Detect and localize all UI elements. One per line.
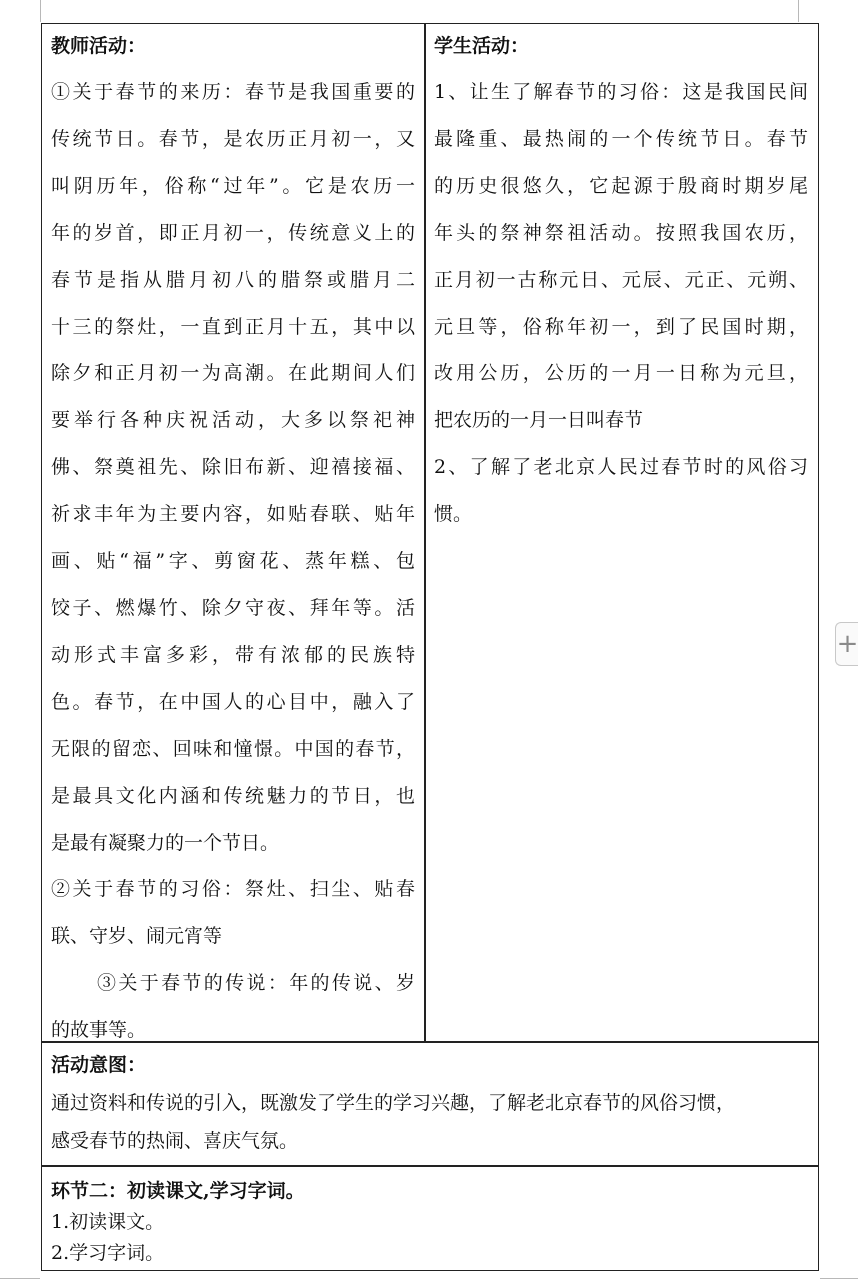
intent-line: 通过资料和传说的引入，既激发了学生的学习兴趣，了解老北京春节的风俗习惯， [51, 1092, 736, 1114]
step2-heading: 环节二：初读课文,学习字词。 [51, 1180, 305, 1202]
teacher-line: ③关于春节的传说：年的传说、岁 [97, 972, 415, 995]
plus-icon: + [836, 629, 858, 659]
student-activity-heading: 学生活动： [434, 35, 530, 57]
student-line: 最隆重、最热闹的一个传统节日。春节 [434, 127, 808, 150]
student-line: 把农历的一月一日叫春节 [434, 409, 644, 432]
teacher-line: 是最有凝聚力的一个节日。 [51, 831, 280, 854]
crop-mark-top-right [798, 0, 799, 22]
teacher-line: 联、守岁、闹元宵等 [51, 925, 223, 948]
teacher-line: 十三的祭灶，一直到正月十五，其中以 [51, 315, 415, 338]
intent-line: 感受春节的热闹、喜庆气氛。 [51, 1130, 299, 1152]
teacher-line: 画、贴“福”字、剪窗花、蒸年糕、包 [51, 550, 415, 573]
crop-mark-bottom-right [820, 1278, 858, 1279]
teacher-line: 色。春节，在中国人的心目中，融入了 [51, 690, 415, 713]
teacher-line: 是最具文化内涵和传统魅力的节日，也 [51, 784, 415, 807]
student-line: 年头的祭神祭祖活动。按照我国农历， [434, 221, 808, 244]
teacher-line: ①关于春节的来历：春节是我国重要的 [51, 81, 415, 103]
teacher-line: 传统节日。春节，是农历正月初一，又 [51, 127, 415, 150]
teacher-activity-cell [51, 23, 415, 1054]
teacher-activity-heading: 教师活动： [51, 35, 147, 57]
teacher-line: ②关于春节的习俗：祭灶、扫尘、贴春 [51, 878, 415, 901]
column-divider [424, 23, 426, 1043]
teacher-line: 春节是指从腊月初八的腊祭或腊月二 [51, 268, 415, 291]
crop-mark-top-left [40, 0, 41, 22]
student-activity-cell [434, 23, 808, 538]
student-line: 惯。 [434, 503, 473, 526]
student-line: 改用公历，公历的一月一日称为元旦， [434, 362, 808, 385]
student-line: 1、让生了解春节的习俗：这是我国民间 [434, 81, 808, 103]
step2-line: 1.初读课文。 [51, 1211, 165, 1233]
student-line: 正月初一古称元日、元辰、元正、元朔、 [434, 268, 808, 291]
crop-mark-bottom-left [0, 1278, 40, 1279]
teacher-line: 除夕和正月初一为高潮。在此期间人们 [51, 362, 415, 385]
teacher-line: 的故事等。 [51, 1019, 147, 1042]
teacher-line: 年的岁首，即正月初一，传统意义上的 [51, 221, 415, 244]
step2-line: 2.学习字词。 [51, 1242, 165, 1264]
teacher-line: 无限的留恋、回味和憧憬。中国的春节， [51, 737, 415, 760]
teacher-line: 叫阴历年，俗称“过年”。它是农历一 [51, 174, 415, 197]
teacher-line: 祈求丰年为主要内容，如贴春联、贴年 [51, 503, 415, 526]
student-line: 2、了解了老北京人民过春节时的风俗习 [434, 456, 808, 479]
expand-panel-tab[interactable] [835, 622, 858, 666]
student-line: 的历史很悠久，它起源于殷商时期岁尾 [434, 174, 808, 197]
step2-cell [51, 1176, 811, 1269]
teacher-line: 要举行各种庆祝活动，大多以祭祀神 [51, 409, 415, 432]
intent-heading: 活动意图： [51, 1054, 147, 1076]
student-line: 元旦等，俗称年初一，到了民国时期， [434, 315, 808, 338]
teacher-line: 饺子、燃爆竹、除夕守夜、拜年等。活 [51, 596, 415, 619]
teacher-line: 动形式丰富多彩，带有浓郁的民族特 [51, 643, 415, 666]
teacher-line: 佛、祭奠祖先、除旧布新、迎禧接福、 [51, 456, 415, 479]
intent-cell [51, 1046, 811, 1160]
